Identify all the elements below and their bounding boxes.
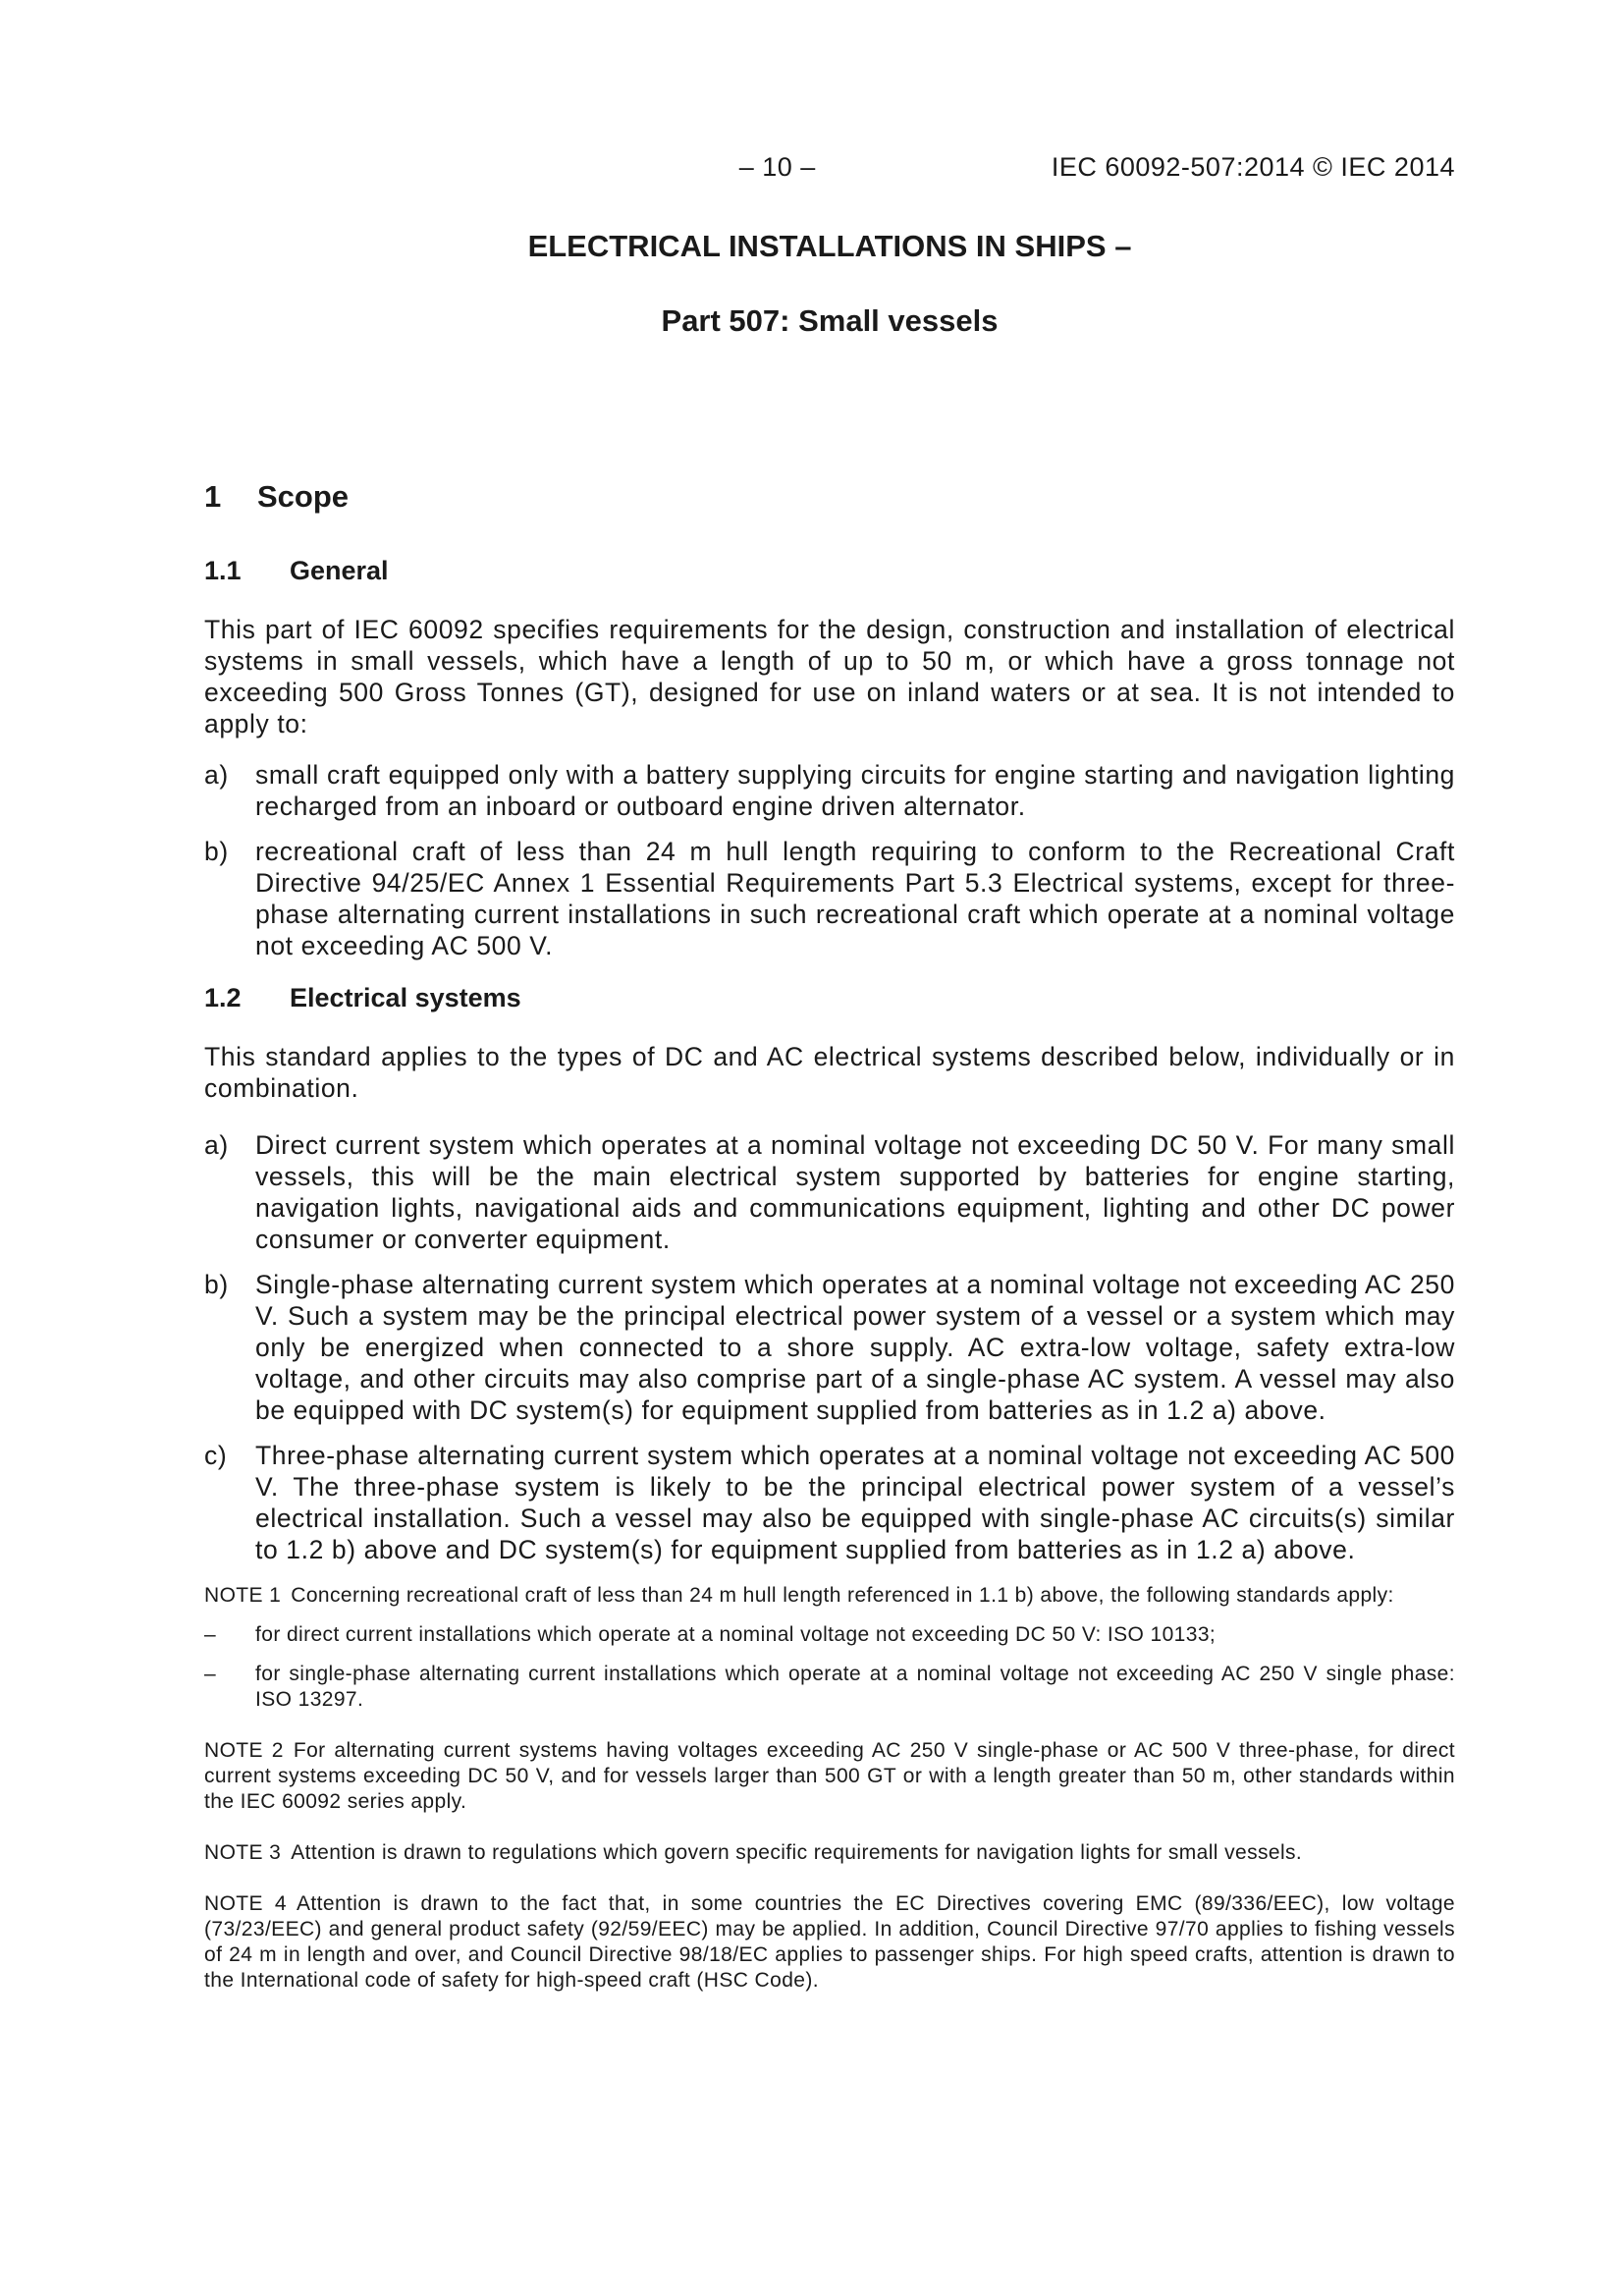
note-text: Concerning recreational craft of less than 24 m hull length referenced in 1.1 b) above, the following standards apply: [291,1584,1394,1607]
list-text: Three-phase alternating current system which operates at a nominal voltage not exceeding AC 500 V. The three-phase system is likely to be the principal electrical power system of a vessel’s electrical installation. Such a vessel may also be equipped with single-phase AC circuits(s) similar to 1.2 b) above and DC system(s) for equipment supplied from batteries as in 1.2 a) above. [255,1441,1455,1564]
list-text: small craft equipped only with a battery supplying circuits for engine starting and navigation lighting recharged from an inboard or outboard engine driven alternator. [255,760,1455,821]
section-number: 1 [204,479,222,514]
subsection-title: Electrical systems [290,983,521,1012]
note-4 [204,1891,1455,1994]
list-label: b) [204,1270,229,1299]
note-tag: NOTE 2 [204,1739,284,1762]
page-header [204,152,1455,191]
note-text: Attention is drawn to regulations which govern specific requirements for navigation lights for small vessels. [291,1841,1303,1864]
list-text: Direct current system which operates at a nominal voltage not exceeding DC 50 V. For many small vessels, this will be the main electrical system supported by batteries for engine starting, navigation lights, navigational aids and communications equipment, lighting and other DC power consumer or converter equipment. [255,1130,1455,1254]
electrical-systems-paragraph: This standard applies to the types of DC and AC electrical systems described below, individually or in combination. [204,1042,1455,1103]
systems-list [204,1129,1455,1565]
list-item [204,1269,1455,1426]
document-title: ELECTRICAL INSTALLATIONS IN SHIPS – [527,229,1132,263]
subsection-heading-general [204,556,1455,586]
document-subtitle: Part 507: Small vessels [661,303,999,338]
document-reference: IEC 60092-507:2014 © IEC 2014 [1051,152,1455,182]
list-text: recreational craft of less than 24 m hull length requiring to conform to the Recreational Craft Directive 94/25/EC Annex 1 Essential Requirements Part 5.3 Electrical systems, except for three-phase alternating current installations in such recreational craft which operate at a nominal voltage not exceeding AC 500 V. [255,837,1455,960]
section-heading-scope [204,479,1455,515]
list-item [204,836,1455,961]
list-label: a) [204,760,229,790]
note-text: For alternating current systems having voltages exceeding AC 250 V single-phase or AC 500 V three-phase, for direct current systems exceeding DC 50 V, and for vessels larger than 500 GT or with a length greater than 50 m, other standards within the IEC 60092 series apply. [204,1739,1455,1813]
document-page [204,152,1455,1994]
subsection-number: 1.1 [204,556,242,585]
note-dash-item [204,1622,1455,1648]
list-label: c) [204,1441,228,1470]
subsection-number: 1.2 [204,983,242,1012]
note-tag: NOTE 4 [204,1892,288,1915]
note-2 [204,1738,1455,1815]
note-tag: NOTE 3 [204,1841,282,1864]
general-paragraph: This part of IEC 60092 specifies requirements for the design, construction and installation of electrical systems in small vessels, which have a length of up to 50 m, or which have a gross tonnage not exceeding 500 Gross Tonnes (GT), designed for use on inland waters or at sea. It is not intended to apply to: [204,615,1455,738]
dash-marker: – [204,1663,217,1685]
note-paragraph [204,1583,1455,1609]
dash-marker: – [204,1623,217,1646]
note-3 [204,1840,1455,1866]
note-1 [204,1583,1455,1713]
note-tag: NOTE 1 [204,1584,282,1607]
subsection-title: General [290,556,389,585]
dash-text: for single-phase alternating current installations which operate at a nominal voltage not exceeding AC 250 V single phase: ISO 13297. [255,1663,1455,1711]
list-label: a) [204,1130,229,1160]
list-label: b) [204,837,229,866]
section-title: Scope [257,479,350,514]
note-text: Attention is drawn to the fact that, in some countries the EC Directives covering EMC (89/336/EEC), low voltage (73/23/EEC) and general product safety (92/59/EEC) may be applied. In addition, Council Directive 97/70 applies to fishing vessels of 24 m in length and over, and Council Directive 98/18/EC applies to passenger ships. For high speed crafts, attention is drawn to the International code of safety for high-speed craft (HSC Code). [204,1892,1456,1992]
page-number: – 10 – [738,152,816,182]
note-dash-item [204,1662,1455,1713]
list-item [204,1440,1455,1565]
exclusion-list [204,759,1455,961]
list-text: Single-phase alternating current system which operates at a nominal voltage not exceeding AC 250 V. Such a system may be the principal electrical power system of a vessel or a system which may only be energized when connected to a shore supply. AC extra-low voltage, safety extra-low voltage, and other circuits may also comprise part of a single-phase AC system. A vessel may also be equipped with DC system(s) for equipment supplied from batteries as in 1.2 a) above. [255,1270,1455,1425]
dash-text: for direct current installations which operate at a nominal voltage not exceeding DC 50 V: ISO 10133; [255,1623,1217,1646]
subsection-heading-electrical-systems [204,983,1455,1013]
list-item [204,759,1455,822]
list-item [204,1129,1455,1255]
